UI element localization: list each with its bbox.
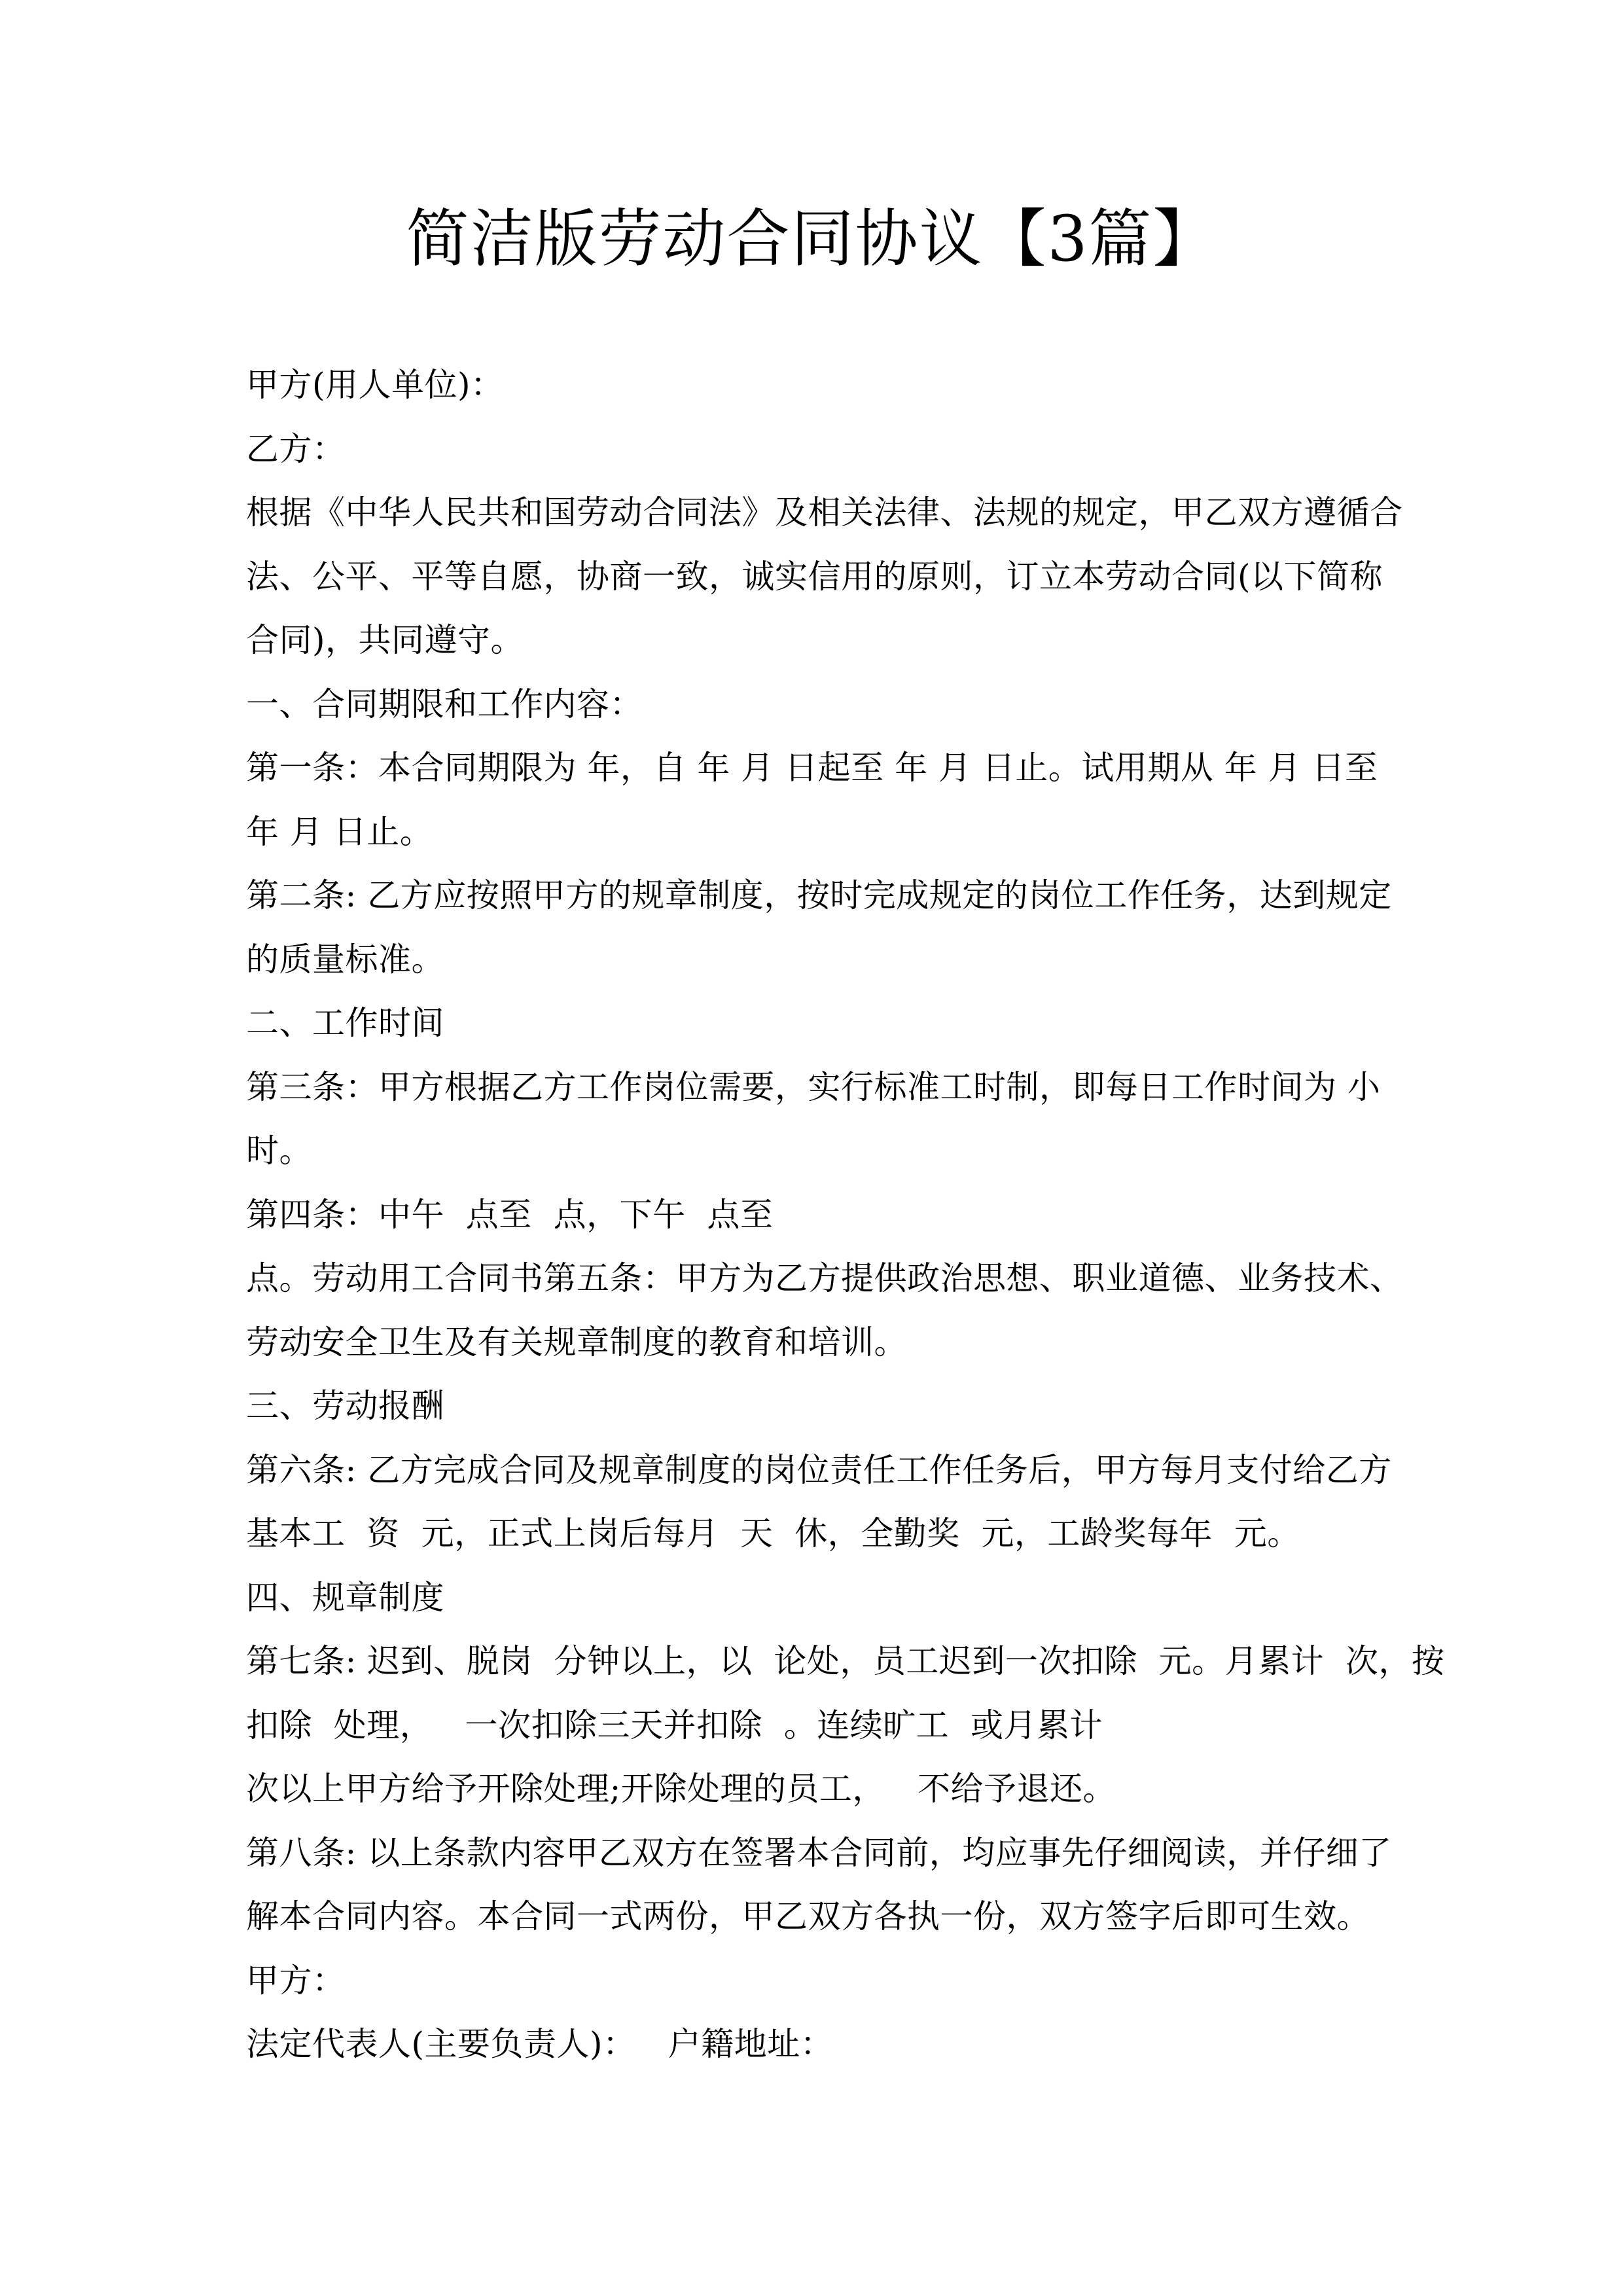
- article-6-line: 基本工 资 元，正式上岗后每月 天 休，全勤奖 元，工龄奖每年 元。: [246, 1515, 1300, 1552]
- article-3-line: 时。: [246, 1132, 312, 1170]
- preamble-line: 合同)，共同遵守。: [246, 621, 524, 659]
- section-heading-2: 二、工作时间: [246, 1004, 444, 1042]
- section-heading-1: 一、合同期限和工作内容：: [246, 685, 643, 723]
- section-heading-3: 三、劳动报酬: [246, 1387, 444, 1425]
- article-7-line: 次以上甲方给予开除处理;开除处理的员工， 不给予退还。: [246, 1770, 1116, 1808]
- party-a-line: 甲方(用人单位)：: [246, 366, 504, 404]
- article-7-line: 扣除 处理， 一次扣除三天并扣除 。连续旷工 或月累计: [246, 1706, 1103, 1744]
- article-1-line: 第一条：本合同期限为 年，自 年 月 日起至 年 月 日止。试用期从 年 月 日至: [246, 749, 1378, 787]
- section-heading-4: 四、规章制度: [246, 1578, 444, 1617]
- preamble-line: 法、公平、平等自愿，协商一致，诚实信用的原则，订立本劳动合同(以下简称: [246, 557, 1383, 596]
- article-5-line: 劳动安全卫生及有关规章制度的教育和培训。: [246, 1323, 907, 1361]
- signature-party-a: 甲方：: [246, 1961, 346, 2000]
- article-4-line: 第四条：中午 点至 点，下午 点至: [246, 1195, 774, 1234]
- article-8-line: 解本合同内容。本合同一式两份，甲乙双方各执一份，双方签字后即可生效。: [246, 1897, 1370, 1935]
- article-5-line: 点。劳动用工合同书第五条：甲方为乙方提供政治思想、职业道德、业务技术、: [246, 1259, 1403, 1297]
- article-2-line: 的质量标准。: [246, 940, 444, 978]
- document-body: [246, 353, 1445, 2077]
- preamble-line: 根据《中华人民共和国劳动合同法》及相关法律、法规的规定，甲乙双方遵循合: [246, 493, 1403, 531]
- article-7-line: 第七条: 迟到、脱岗 分钟以上，以 论处，员工迟到一次扣除 元。月累计 次，按: [246, 1642, 1445, 1680]
- article-6-line: 第六条: 乙方完成合同及规章制度的岗位责任工作任务后，甲方每月支付给乙方: [246, 1450, 1392, 1489]
- document-title: 简洁版劳动合同协议【3篇】: [406, 202, 1217, 276]
- signature-representative: 法定代表人(主要负责人)： 户籍地址：: [246, 2025, 834, 2063]
- party-b-line: 乙方：: [246, 429, 346, 468]
- article-3-line: 第三条：甲方根据乙方工作岗位需要，实行标准工时制，即每日工作时间为 小: [246, 1067, 1381, 1106]
- article-1-line: 年 月 日止。: [246, 812, 433, 851]
- article-8-line: 第八条: 以上条款内容甲乙双方在签署本合同前，均应事先仔细阅读，并仔细了: [246, 1833, 1392, 1872]
- article-2-line: 第二条: 乙方应按照甲方的规章制度，按时完成规定的岗位工作任务，达到规定: [246, 876, 1392, 914]
